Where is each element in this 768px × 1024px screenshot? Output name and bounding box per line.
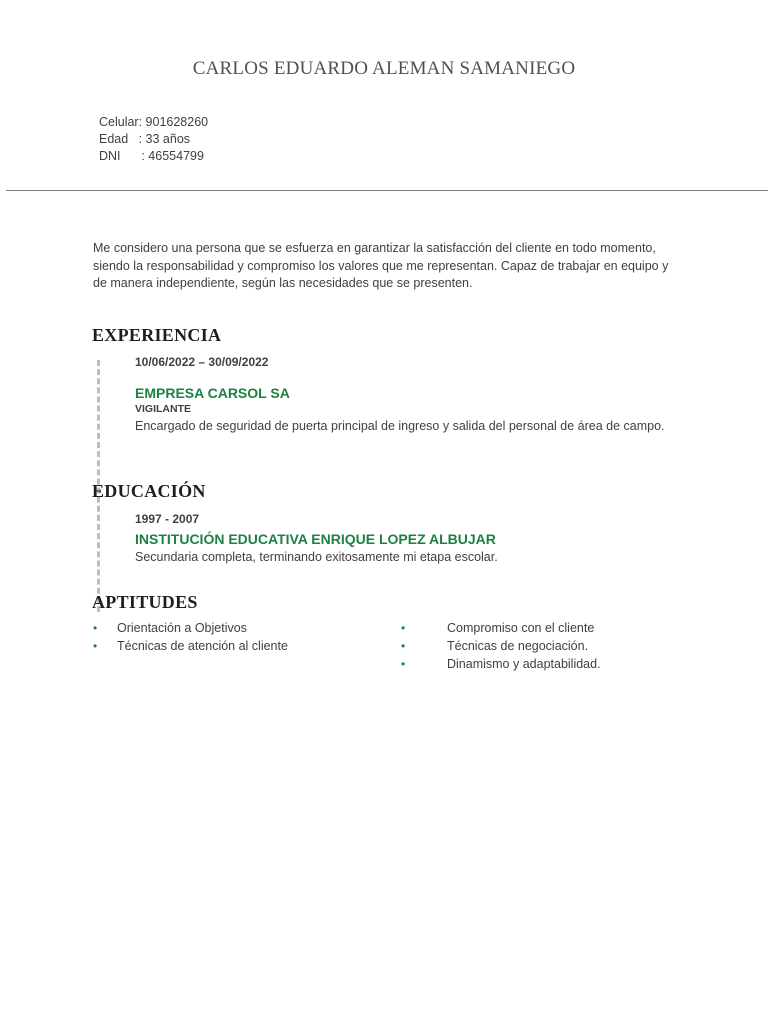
contact-info	[99, 114, 208, 165]
candidate-name: CARLOS EDUARDO ALEMAN SAMANIEGO	[192, 58, 576, 79]
skill-label: Compromiso con el cliente	[447, 621, 595, 635]
skill-item	[401, 655, 621, 673]
skill-label: Técnicas de negociación.	[447, 639, 589, 653]
skill-item	[401, 619, 621, 637]
experience-role: VIGILANTE	[135, 403, 192, 415]
skill-item	[93, 637, 353, 655]
bullet-icon: •	[93, 639, 98, 653]
bullet-icon: •	[93, 621, 98, 635]
profile-summary: Me considero una persona que se esfuerza en garantizar la satisfacción del cliente en todo momento, siendo la responsabilidad y compromiso los valores que me representan. Capaz de trabajar en equipo y de manera independiente, según las necesidades que se presenten.	[93, 241, 669, 290]
skill-label: Técnicas de atención al cliente	[117, 639, 288, 653]
education-institution: INSTITUCIÓN EDUCATIVA ENRIQUE LOPEZ ALBUJAR	[135, 531, 496, 547]
education-heading: EDUCACIÓN	[92, 481, 206, 501]
bullet-icon: •	[401, 639, 406, 653]
skills-column-right	[401, 619, 621, 673]
phone-line: Celular: 901628260	[99, 115, 209, 129]
skill-label: Orientación a Objetivos	[117, 621, 247, 635]
education-description: Secundaria completa, terminando exitosamente mi etapa escolar.	[135, 550, 498, 564]
experience-date: 10/06/2022 – 30/09/2022	[135, 355, 269, 369]
skill-item	[93, 619, 353, 637]
experience-heading: EXPERIENCIA	[92, 325, 222, 345]
bullet-icon: •	[401, 657, 406, 671]
header-divider	[6, 190, 768, 191]
experience-description: Encargado de seguridad de puerta principal de ingreso y salida del personal de área de campo.	[135, 419, 665, 433]
age-line: Edad : 33 años	[99, 132, 191, 146]
dni-line: DNI : 46554799	[99, 149, 204, 163]
education-date: 1997 - 2007	[135, 512, 200, 526]
skill-item	[401, 637, 621, 655]
skills-column-left	[93, 619, 353, 655]
experience-company: EMPRESA CARSOL SA	[135, 385, 290, 401]
skill-label: Dinamismo y adaptabilidad.	[447, 657, 601, 671]
bullet-icon: •	[401, 621, 406, 635]
skills-heading: APTITUDES	[92, 592, 198, 612]
